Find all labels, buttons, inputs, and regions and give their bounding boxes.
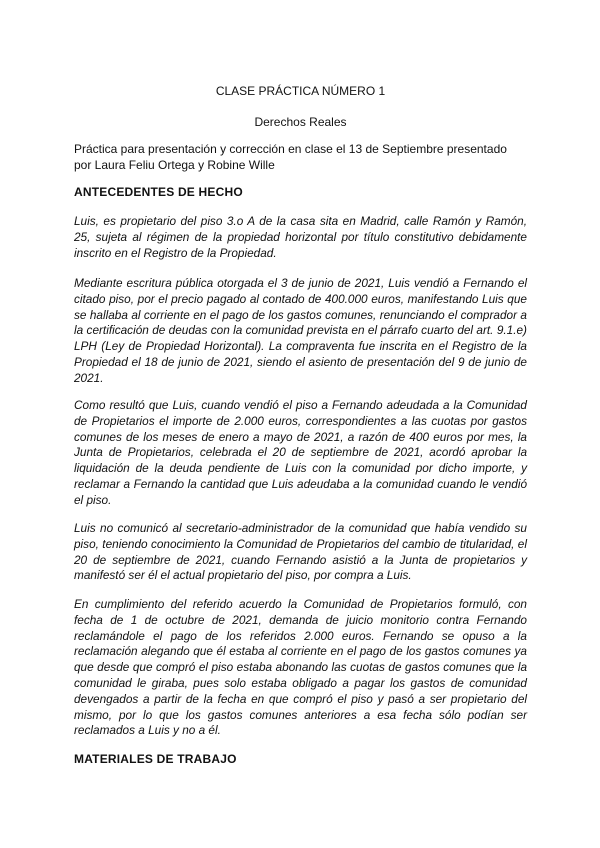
paragraph: Como resultó que Luis, cuando vendió el piso a Fernando adeudada a la Comunidad de Propietarios el importe de 2.000 euros, correspondientes a las cuotas por gastos comunes de los meses de enero a mayo de 2021, a razón de 400 euros por mes, la Junta de Propietarios, celebrada el 20 de septiembre de 2021, acordó aprobar la liquidación de la deuda pendiente de Luis con la comunidad por dicho importe, y reclamar a Fernando la cantidad que Luis adeudaba a la comunidad cuando le vendió el piso. (74, 398, 527, 507)
intro-text: Práctica para presentación y corrección en clase el 13 de Septiembre presentado por Laura Feliu Ortega y Robine Wille (74, 142, 507, 172)
paragraph: En cumplimiento del referido acuerdo la Comunidad de Propietarios formuló, con fecha de 1 de octubre de 2021, demanda de juicio monitorio contra Fernando reclamándole el pago de los referidos 2.000 euros. Fernando se opuso a la reclamación alegando que él estaba al corriente en el pago de los gastos comunes ya que desde que compró el piso estaba abonando las cuotas de gastos comunes que la comunidad le giraba, pues solo estaba obligado a pagar los gastos de comunidad devengados a partir de la fecha en que compró el piso y pasó a ser propietario del mismo, por lo que los gastos comunes anteriores a esa fecha sólo podían ser reclamados a Luis y no a él. (74, 597, 527, 738)
paragraph: Luis no comunicó al secretario-administrador de la comunidad que había vendido su piso, teniendo conocimiento la Comunidad de Propietarios del cambio de titularidad, el 20 de septiembre de 2021, cuando Fernando asistió a la Junta de propietarios y manifestó ser él el actual propietario del piso, por compra a Luis. (74, 521, 527, 583)
section-heading-materiales: MATERIALES DE TRABAJO (74, 752, 237, 766)
document-title: CLASE PRÁCTICA NÚMERO 1 (215, 84, 386, 98)
section-heading-antecedentes: ANTECEDENTES DE HECHO (74, 185, 243, 199)
paragraph: Luis, es propietario del piso 3.o A de la casa sita en Madrid, calle Ramón y Ramón, 25, sujeta al régimen de la propiedad horizontal por título constitutivo debidamente inscrito en el Registro de la Propiedad. (74, 214, 527, 260)
document-subtitle: Derechos Reales (254, 115, 347, 129)
paragraph: Mediante escritura pública otorgada el 3 de junio de 2021, Luis vendió a Fernando el citado piso, por el precio pagado al contado de 400.000 euros, manifestando Luis que se hallaba al corriente en el pago de los gastos comunes, renunciando el comprador a la certificación de deudas con la comunidad prevista en el párrafo cuarto del art. 9.1.e) LPH (Ley de Propiedad Horizontal). La compraventa fue inscrita en el Registro de la Propiedad el 18 de junio de 2021, siendo el asiento de presentación del 9 de junio de 2021. (74, 276, 527, 385)
